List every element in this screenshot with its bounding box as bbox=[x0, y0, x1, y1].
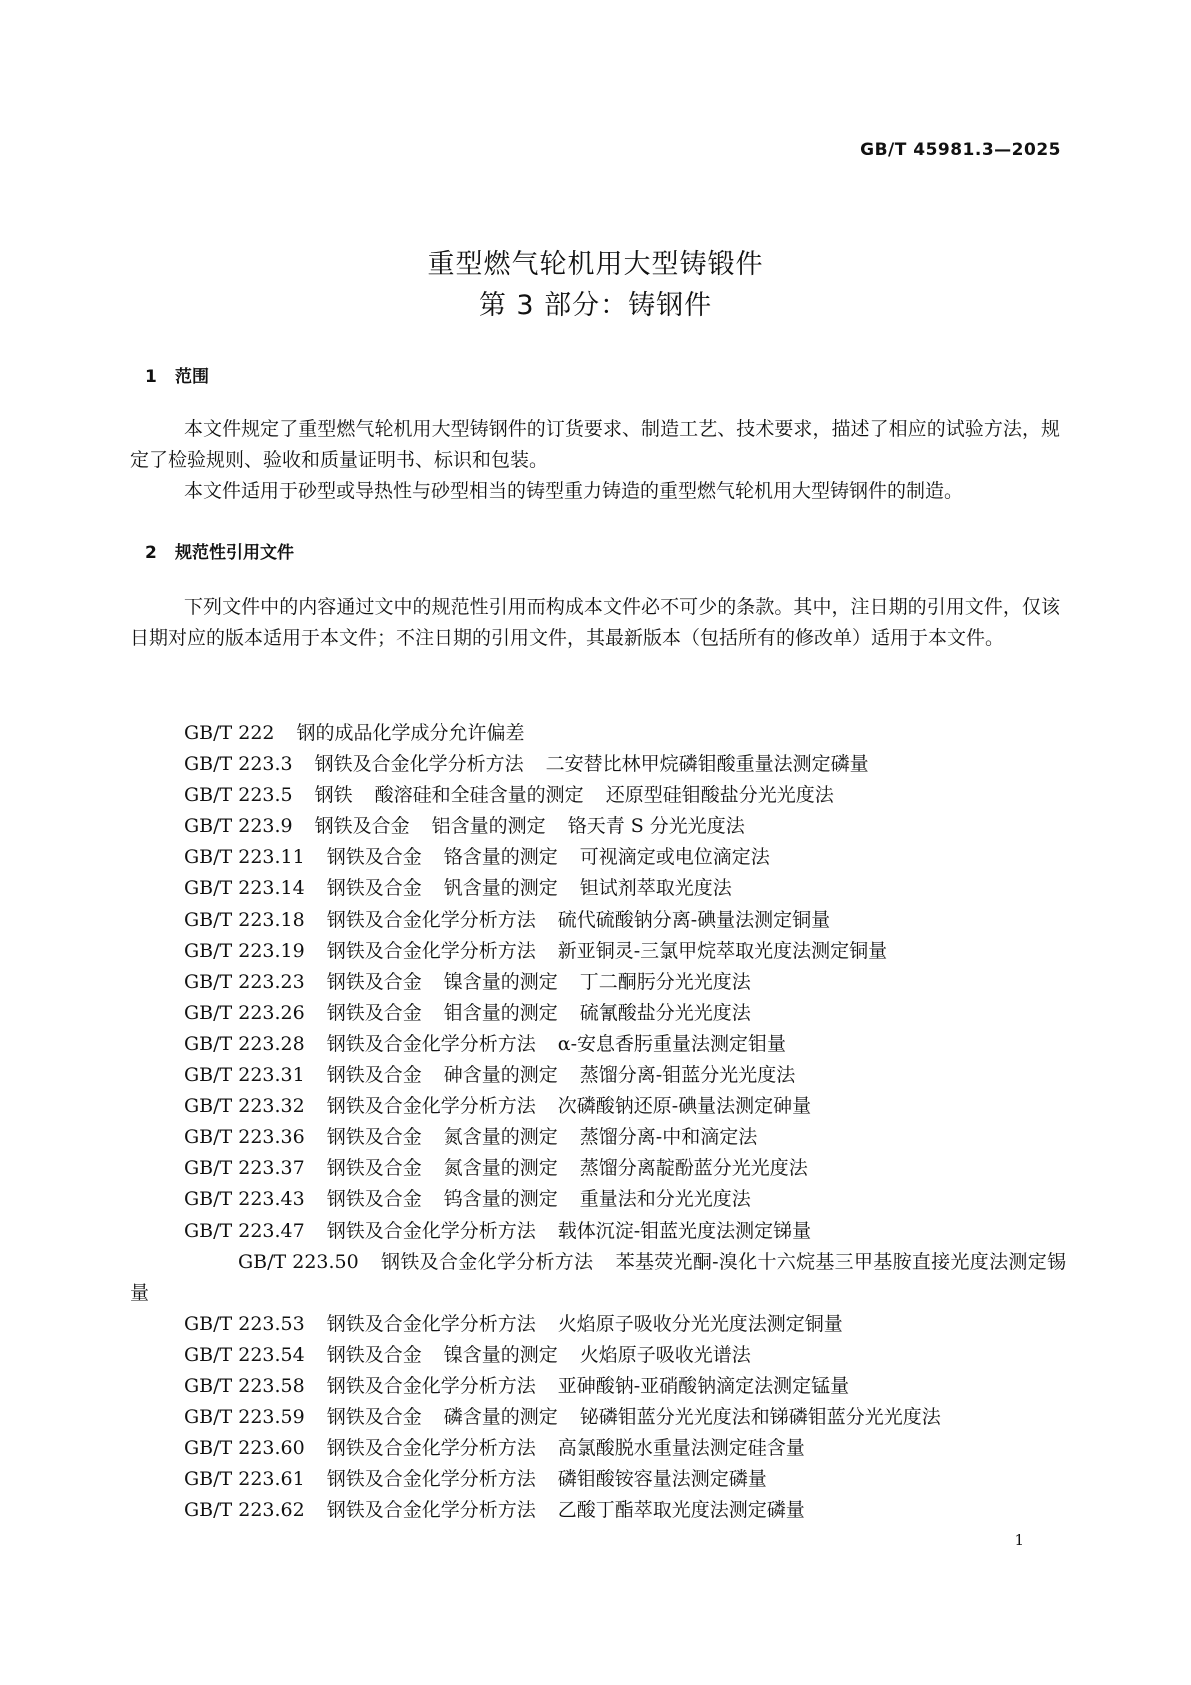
reference-code: GB/T 223.14 bbox=[184, 877, 305, 900]
reference-title: 钢铁及合金化学分析方法 bbox=[326, 939, 536, 962]
reference-item bbox=[130, 1340, 1066, 1371]
reference-title: 重量法和分光光度法 bbox=[579, 1188, 751, 1211]
reference-item bbox=[130, 1495, 1066, 1526]
reference-title: 蒸馏分离-中和滴定法 bbox=[579, 1126, 758, 1149]
reference-code: GB/T 223.36 bbox=[184, 1126, 305, 1149]
reference-code: GB/T 223.26 bbox=[184, 1001, 305, 1024]
reference-title: 丁二酮肟分光光度法 bbox=[579, 970, 751, 993]
reference-title: 钢铁及合金化学分析方法 bbox=[314, 753, 524, 776]
reference-code: GB/T 223.59 bbox=[184, 1406, 305, 1429]
reference-code: GB/T 223.50 bbox=[238, 1250, 359, 1273]
reference-title: 钢铁及合金 bbox=[326, 846, 422, 869]
reference-title: 钼含量的测定 bbox=[443, 1001, 558, 1024]
reference-title: 钢铁及合金 bbox=[326, 1001, 422, 1024]
reference-item bbox=[130, 1029, 1066, 1060]
reference-code: GB/T 223.53 bbox=[184, 1312, 305, 1335]
reference-code: GB/T 223.19 bbox=[184, 939, 305, 962]
reference-title: 氮含量的测定 bbox=[443, 1157, 558, 1180]
reference-code: GB/T 223.54 bbox=[184, 1343, 305, 1366]
reference-item bbox=[130, 718, 1066, 749]
reference-code: GB/T 223.61 bbox=[184, 1468, 305, 1491]
reference-code: GB/T 223.58 bbox=[184, 1374, 305, 1397]
reference-code: GB/T 223.37 bbox=[184, 1157, 305, 1180]
scope-paragraph: 本文件规定了重型燃气轮机用大型铸钢件的订货要求、制造工艺、技术要求，描述了相应的试验方法，规定了检验规则、验收和质量证明书、标识和包装。 bbox=[130, 418, 1060, 471]
reference-code: GB/T 223.43 bbox=[184, 1188, 305, 1211]
reference-title: 新亚铜灵-三氯甲烷萃取光度法测定铜量 bbox=[557, 939, 888, 962]
reference-title: 钒含量的测定 bbox=[443, 877, 558, 900]
reference-title: 钢铁及合金 bbox=[326, 1126, 422, 1149]
reference-code: GB/T 223.11 bbox=[184, 846, 305, 869]
reference-item bbox=[130, 749, 1066, 780]
reference-code: GB/T 223.62 bbox=[184, 1499, 305, 1522]
references-intro: 下列文件中的内容通过文中的规范性引用而构成本文件必不可少的条款。其中，注日期的引用文件，仅该日期对应的版本适用于本文件；不注日期的引用文件，其最新版本（包括所有的修改单）适用于本文件。 bbox=[130, 596, 1060, 649]
reference-item bbox=[130, 780, 1066, 811]
scope-paragraph: 本文件适用于砂型或导热性与砂型相当的铸型重力铸造的重型燃气轮机用大型铸钢件的制造。 bbox=[184, 480, 964, 502]
reference-title: 镍含量的测定 bbox=[443, 1343, 558, 1366]
reference-title: 铋磷钼蓝分光光度法和锑磷钼蓝分光光度法 bbox=[579, 1406, 941, 1429]
page-number: 1 bbox=[1014, 1531, 1024, 1549]
reference-code: GB/T 223.9 bbox=[184, 815, 293, 838]
section-1-heading bbox=[145, 362, 209, 387]
reference-item bbox=[130, 1216, 1066, 1247]
document-subtitle: 第 3 部分：铸钢件 bbox=[478, 290, 713, 321]
reference-title: 钢铁及合金化学分析方法 bbox=[326, 1437, 536, 1460]
reference-code: GB/T 223.31 bbox=[184, 1064, 305, 1087]
reference-title: 镍含量的测定 bbox=[443, 970, 558, 993]
reference-item bbox=[130, 1464, 1066, 1495]
reference-title: 氮含量的测定 bbox=[443, 1126, 558, 1149]
reference-title: 铝含量的测定 bbox=[431, 815, 546, 838]
reference-item bbox=[130, 811, 1066, 842]
reference-title: 二安替比林甲烷磷钼酸重量法测定磷量 bbox=[545, 753, 869, 776]
reference-title: 蒸馏分离-钼蓝分光光度法 bbox=[579, 1064, 796, 1087]
reference-item bbox=[130, 1060, 1066, 1091]
reference-title: 砷含量的测定 bbox=[443, 1064, 558, 1087]
reference-item bbox=[130, 936, 1066, 967]
reference-title: 苯基荧光酮-溴化十六烷基三甲基胺直接光度法测定锡量 bbox=[130, 1250, 1066, 1304]
reference-item bbox=[130, 1402, 1066, 1433]
reference-title: 蒸馏分离靛酚蓝分光光度法 bbox=[579, 1157, 808, 1180]
reference-title: 钢铁及合金化学分析方法 bbox=[326, 908, 536, 931]
section-title: 规范性引用文件 bbox=[175, 543, 294, 563]
reference-title: 亚砷酸钠-亚硝酸钠滴定法测定锰量 bbox=[557, 1374, 850, 1397]
reference-title: 钨含量的测定 bbox=[443, 1188, 558, 1211]
reference-title: 铬天青 S 分光光度法 bbox=[567, 815, 745, 838]
reference-item bbox=[130, 1309, 1066, 1340]
section-title: 范围 bbox=[175, 367, 209, 387]
reference-title: 高氯酸脱水重量法测定硅含量 bbox=[557, 1437, 805, 1460]
reference-code: GB/T 222 bbox=[184, 722, 275, 744]
reference-title: 可视滴定或电位滴定法 bbox=[579, 846, 770, 869]
document-title: 重型燃气轮机用大型铸锻件 bbox=[427, 249, 764, 280]
reference-title: 钢铁及合金 bbox=[326, 1157, 422, 1180]
standard-code: GB/T 45981.3—2025 bbox=[860, 140, 1061, 160]
reference-item bbox=[130, 842, 1066, 873]
reference-title: α-安息香肟重量法测定钼量 bbox=[557, 1032, 787, 1055]
reference-code: GB/T 223.28 bbox=[184, 1032, 305, 1055]
reference-title: 钢铁及合金 bbox=[326, 877, 422, 900]
reference-item bbox=[130, 1091, 1066, 1122]
reference-title: 钢铁及合金化学分析方法 bbox=[326, 1499, 536, 1522]
reference-item bbox=[130, 905, 1066, 936]
reference-title: 钢铁及合金化学分析方法 bbox=[380, 1250, 594, 1273]
reference-title: 钢铁及合金化学分析方法 bbox=[326, 1032, 536, 1055]
reference-title: 钢铁及合金化学分析方法 bbox=[326, 1312, 536, 1335]
reference-title: 钢铁及合金 bbox=[326, 970, 422, 993]
reference-title: 钢铁及合金化学分析方法 bbox=[326, 1374, 536, 1397]
reference-title: 钢铁及合金 bbox=[326, 1064, 422, 1087]
reference-title: 还原型硅钼酸盐分光光度法 bbox=[605, 784, 834, 807]
reference-code: GB/T 223.18 bbox=[184, 908, 305, 931]
reference-code: GB/T 223.60 bbox=[184, 1437, 305, 1460]
section-2-heading bbox=[145, 538, 294, 563]
reference-title: 乙酸丁酯萃取光度法测定磷量 bbox=[557, 1499, 805, 1522]
reference-title: 火焰原子吸收分光光度法测定铜量 bbox=[557, 1312, 843, 1335]
reference-item bbox=[130, 1153, 1066, 1184]
reference-code: GB/T 223.23 bbox=[184, 970, 305, 993]
reference-title: 钢铁及合金化学分析方法 bbox=[326, 1219, 536, 1242]
reference-title: 钢铁及合金 bbox=[326, 1188, 422, 1211]
reference-item bbox=[130, 873, 1066, 904]
reference-item bbox=[130, 1184, 1066, 1215]
reference-code: GB/T 223.32 bbox=[184, 1095, 305, 1118]
reference-list bbox=[130, 718, 1066, 1526]
reference-item bbox=[130, 1371, 1066, 1402]
reference-item bbox=[130, 1247, 1066, 1309]
reference-title: 钽试剂萃取光度法 bbox=[579, 877, 732, 900]
reference-code: GB/T 223.5 bbox=[184, 784, 293, 807]
reference-code: GB/T 223.47 bbox=[184, 1219, 305, 1242]
reference-title: 钢铁及合金 bbox=[326, 1406, 422, 1429]
reference-title: 铬含量的测定 bbox=[443, 846, 558, 869]
reference-title: 酸溶硅和全硅含量的测定 bbox=[374, 784, 584, 807]
reference-title: 磷钼酸铵容量法测定磷量 bbox=[557, 1468, 767, 1491]
reference-item bbox=[130, 1122, 1066, 1153]
section-number: 2 bbox=[145, 543, 157, 563]
reference-title: 钢铁及合金 bbox=[326, 1343, 422, 1366]
reference-title: 钢铁 bbox=[314, 784, 353, 807]
reference-item bbox=[130, 1433, 1066, 1464]
reference-code: GB/T 223.3 bbox=[184, 753, 293, 776]
reference-title: 硫氰酸盐分光光度法 bbox=[579, 1001, 751, 1024]
reference-item bbox=[130, 998, 1066, 1029]
section-number: 1 bbox=[145, 367, 157, 387]
reference-title: 钢铁及合金化学分析方法 bbox=[326, 1468, 536, 1491]
reference-title: 钢铁及合金 bbox=[314, 815, 410, 838]
reference-title: 次磷酸钠还原-碘量法测定砷量 bbox=[557, 1095, 812, 1118]
reference-title: 钢铁及合金化学分析方法 bbox=[326, 1095, 536, 1118]
reference-title: 硫代硫酸钠分离-碘量法测定铜量 bbox=[557, 908, 831, 931]
reference-item bbox=[130, 967, 1066, 998]
reference-title: 载体沉淀-钼蓝光度法测定锑量 bbox=[557, 1219, 812, 1242]
reference-title: 钢的成品化学成分允许偏差 bbox=[296, 722, 525, 744]
reference-title: 磷含量的测定 bbox=[443, 1406, 558, 1429]
reference-title: 火焰原子吸收光谱法 bbox=[579, 1343, 751, 1366]
